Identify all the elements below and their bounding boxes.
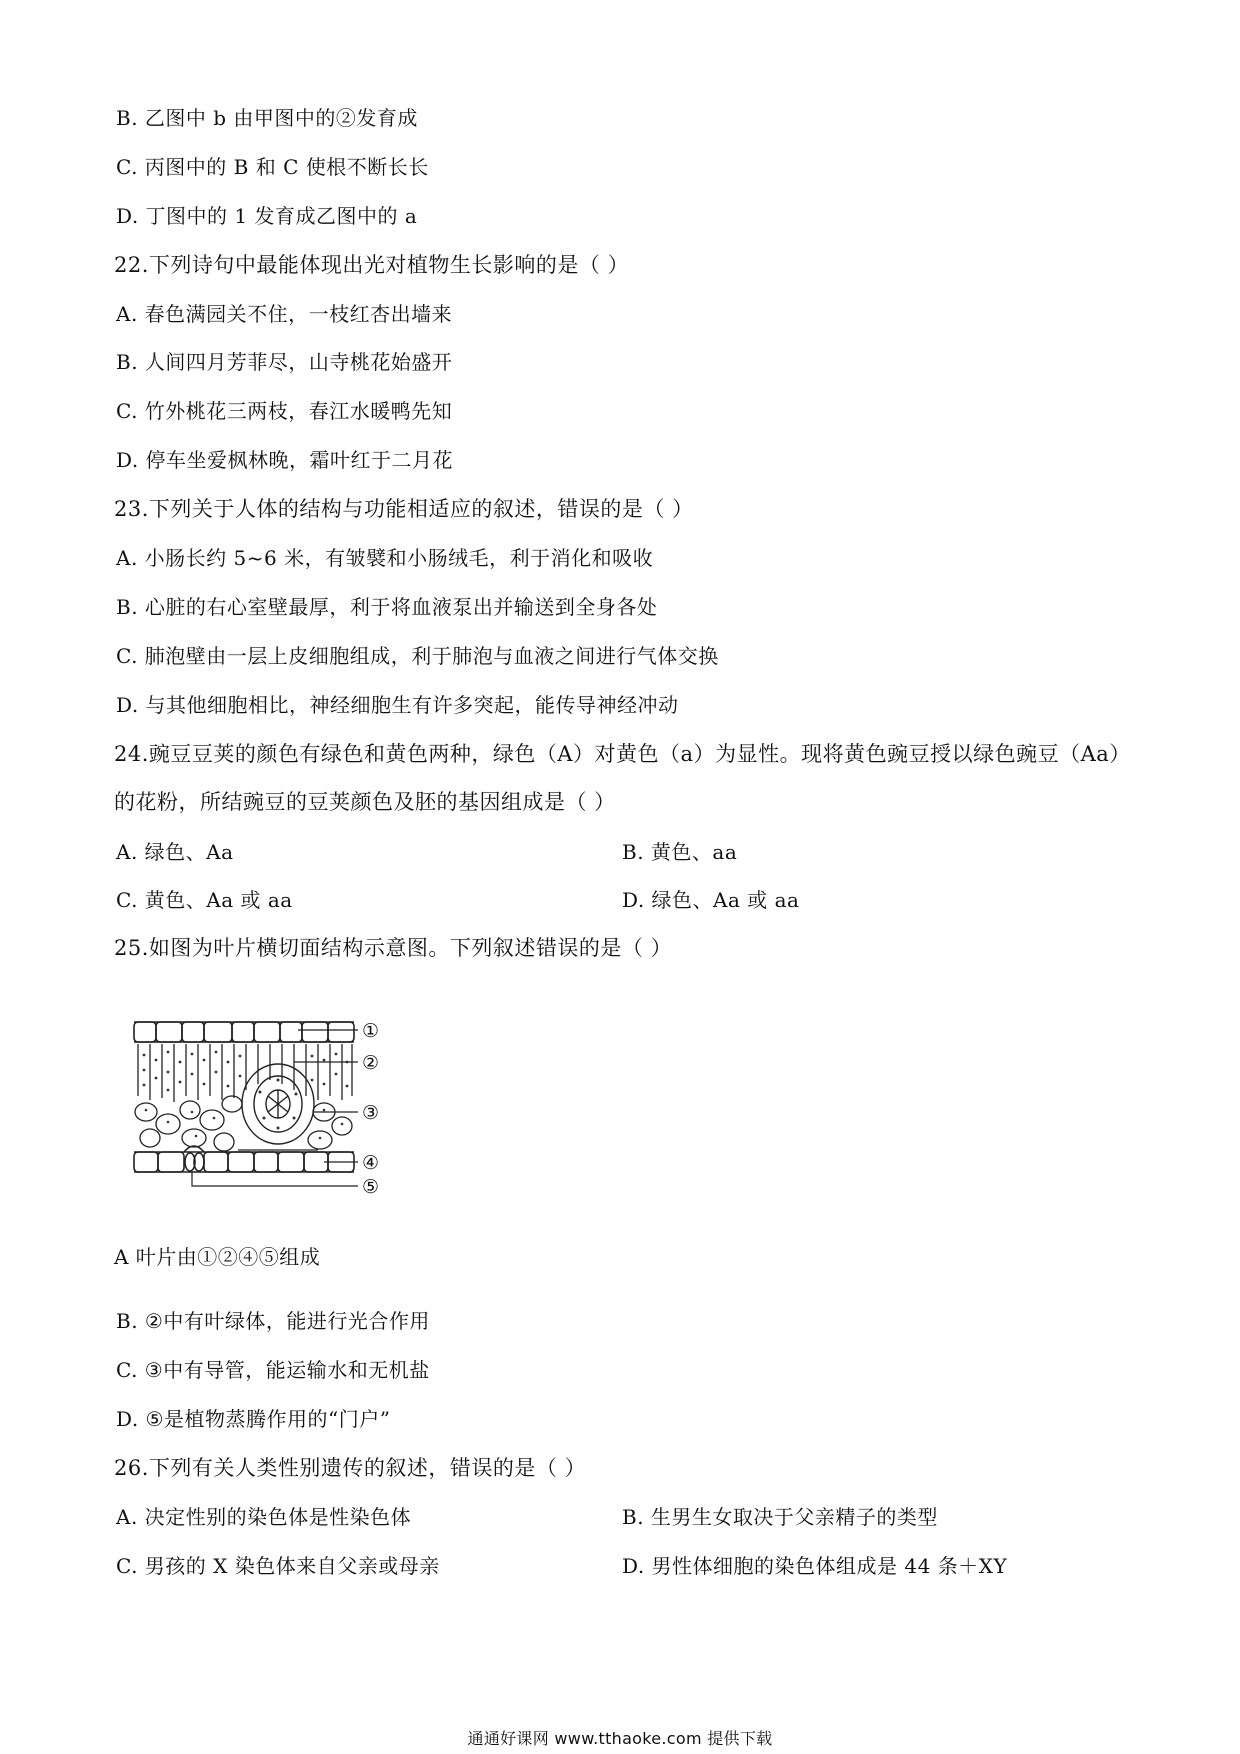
q24-option-d: D. 绿色、Aa 或 aa bbox=[622, 888, 800, 912]
q21-option-b: B. 乙图中 b 由甲图中的②发育成 bbox=[116, 106, 418, 130]
label-2: ② bbox=[362, 1052, 380, 1074]
q25-option-c: C. ③中有导管，能运输水和无机盐 bbox=[116, 1358, 430, 1382]
q24-option-a: A. 绿色、Aa bbox=[116, 840, 234, 864]
q26-option-b: B. 生男生女取决于父亲精子的类型 bbox=[622, 1505, 938, 1529]
q25-option-b: B. ②中有叶绿体，能进行光合作用 bbox=[116, 1309, 430, 1333]
q24-option-b: B. 黄色、aa bbox=[622, 840, 738, 864]
q26-option-d: D. 男性体细胞的染色体组成是 44 条＋XY bbox=[622, 1554, 1008, 1578]
q22-option-d: D. 停车坐爱枫林晚，霜叶红于二月花 bbox=[116, 448, 454, 472]
spongy-layer bbox=[135, 1096, 352, 1151]
label-4: ④ bbox=[362, 1152, 380, 1174]
q25-option-a: A 叶片由①②④⑤组成 bbox=[114, 1245, 321, 1269]
leaf-cross-section-figure bbox=[128, 1000, 408, 1210]
vein-bundle bbox=[242, 1064, 314, 1144]
q25-option-d: D. ⑤是植物蒸腾作用的“门户” bbox=[116, 1407, 391, 1431]
q26-stem: 26.下列有关人类性别遗传的叙述，错误的是（ ） bbox=[114, 1456, 587, 1480]
leader-lines bbox=[192, 1030, 358, 1186]
q22-option-a: A. 春色满园关不住，一枝红杏出墙来 bbox=[116, 302, 453, 326]
q24-stem-line2: 的花粉，所结豌豆的豆荚颜色及胚的基因组成是（ ） bbox=[114, 790, 616, 814]
palisade-layer bbox=[138, 1044, 352, 1102]
q23-stem: 23.下列关于人体的结构与功能相适应的叙述，错误的是（ ） bbox=[114, 497, 694, 521]
q21-option-c: C. 丙图中的 B 和 C 使根不断长长 bbox=[116, 155, 429, 179]
upper-epidermis bbox=[134, 1022, 354, 1042]
q22-option-b: B. 人间四月芳菲尽，山寺桃花始盛开 bbox=[116, 350, 453, 374]
q25-stem: 25.如图为叶片横切面结构示意图。下列叙述错误的是（ ） bbox=[114, 936, 673, 960]
q26-option-a: A. 决定性别的染色体是性染色体 bbox=[116, 1505, 412, 1529]
q24-stem-line1: 24.豌豆豆荚的颜色有绿色和黄色两种，绿色（A）对黄色（a）为显性。现将黄色豌豆授以绿色豌豆（Aa） bbox=[114, 742, 1131, 766]
q24-option-c: C. 黄色、Aa 或 aa bbox=[116, 888, 293, 912]
label-5: ⑤ bbox=[362, 1176, 380, 1198]
q23-option-a: A. 小肠长约 5~6 米，有皱襞和小肠绒毛，利于消化和吸收 bbox=[116, 546, 654, 570]
q22-option-c: C. 竹外桃花三两枝，春江水暖鸭先知 bbox=[116, 399, 453, 423]
footer-source: 通通好课网 www.tthaoke.com 提供下载 bbox=[467, 1729, 773, 1748]
label-3: ③ bbox=[362, 1102, 380, 1124]
q23-option-c: C. 肺泡壁由一层上皮细胞组成，利于肺泡与血液之间进行气体交换 bbox=[116, 644, 719, 668]
label-1: ① bbox=[362, 1020, 380, 1042]
q23-option-b: B. 心脏的右心室壁最厚，利于将血液泵出并输送到全身各处 bbox=[116, 595, 658, 619]
q26-option-c: C. 男孩的 X 染色体来自父亲或母亲 bbox=[116, 1554, 440, 1578]
q22-stem: 22.下列诗句中最能体现出光对植物生长影响的是（ ） bbox=[114, 253, 630, 277]
q23-option-d: D. 与其他细胞相比，神经细胞生有许多突起，能传导神经冲动 bbox=[116, 693, 679, 717]
q21-option-d: D. 丁图中的 1 发育成乙图中的 a bbox=[116, 204, 418, 228]
